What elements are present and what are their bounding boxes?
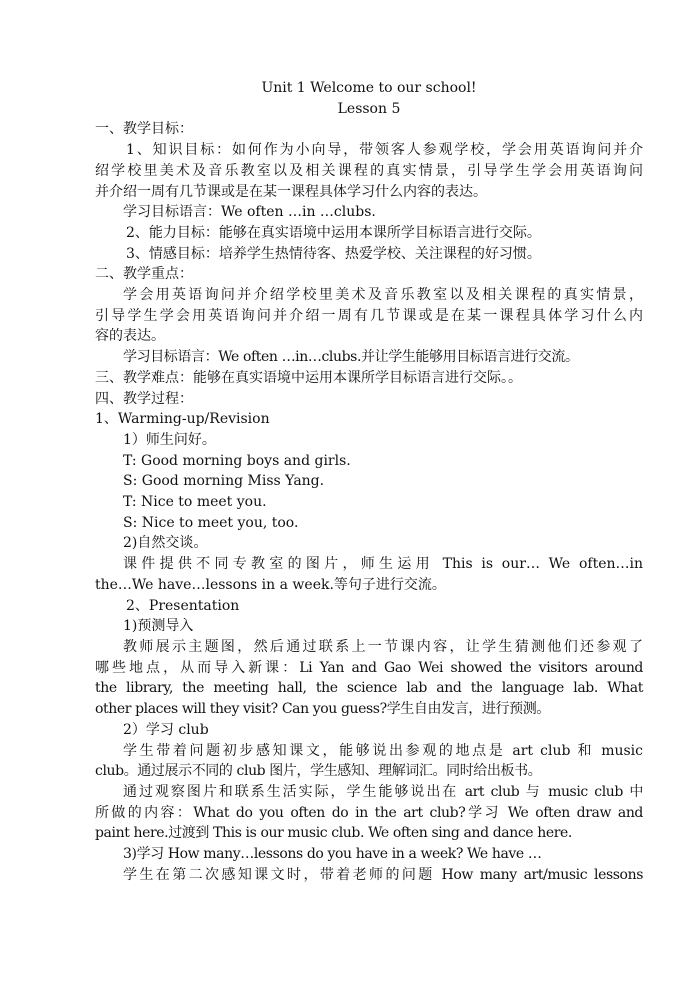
paragraph-line: 引导学生学会用英语询问并介绍一周有几节课或是在某一课程具体学习什么内 <box>95 307 643 324</box>
paragraph-line: 哪些地点，从而导入新课：Li Yan and Gao Wei showed the visitors around <box>95 659 643 676</box>
paragraph-line: 1、知识目标：如何作为小向导，带领客人参观学校，学会用英语询问并介 <box>126 142 643 159</box>
paragraph-line: 学会用英语询问并介绍学校里美术及音乐教室以及相关课程的真实情景， <box>123 287 643 304</box>
paragraph-line: 1)预测导入 <box>123 618 194 635</box>
paragraph-line: 3)学习 How many…lessons do you have in a week? We have … <box>123 846 542 863</box>
paragraph-line: 2)自然交谈。 <box>123 535 208 552</box>
document-subtitle: Lesson 5 <box>337 100 401 117</box>
paragraph-line: 学习目标语言：We often …in …clubs. <box>123 204 376 221</box>
document-title: Unit 1 Welcome to our school! <box>261 80 477 96</box>
paragraph-line: 通过观察图片和联系生活实际，学生能够说出在 art club 与 music club 中 <box>123 783 643 800</box>
dialogue-line: S: Nice to meet you, too. <box>123 514 299 531</box>
paragraph-line: 学生带着问题初步感知课文，能够说出参观的地点是 art club 和 music <box>123 742 643 759</box>
paragraph-line: 所做的内容：What do you often do in the art club?学习 We often draw and <box>95 804 643 821</box>
paragraph-line: 2）学习 club <box>123 721 209 738</box>
section-heading: 三、教学难点：能够在真实语境中运用本课所学目标语言进行交际。。 <box>95 369 522 386</box>
paragraph-line: other places will they visit? Can you guess?学生自由发言，进行预测。 <box>95 701 550 718</box>
dialogue-line: T: Good morning boys and girls. <box>123 452 351 469</box>
paragraph-line: 课件提供不同专教室的图片，师生运用 This is our… We often…in <box>123 556 643 573</box>
paragraph-line: 3、情感目标：培养学生热情待客、热爱学校、关注课程的好习惯。 <box>126 245 541 262</box>
dialogue-line: S: Good morning Miss Yang. <box>123 473 325 490</box>
paragraph-line: 并介绍一周有几节课或是在某一课程具体学习什么内容的表达。 <box>95 183 487 200</box>
dialogue-line: T: Nice to meet you. <box>123 494 267 511</box>
paragraph-line: 容的表达。 <box>95 328 165 345</box>
section-heading: 一、教学目标： <box>95 121 193 138</box>
paragraph-line: the…We have…lessons in a week.等句子进行交流。 <box>95 576 446 593</box>
section-heading: 二、教学重点： <box>95 266 193 283</box>
document-body <box>95 78 643 885</box>
paragraph-line: paint here.过渡到 This is our music club. We often sing and dance here. <box>95 825 572 842</box>
section-heading: 四、教学过程： <box>95 390 193 407</box>
paragraph-line: 1）师生问好。 <box>123 431 216 448</box>
paragraph-line: 绍学校里美术及音乐教室以及相关课程的真实情景，引导学生学会用英语询问 <box>95 162 643 179</box>
paragraph-line: 学习目标语言：We often …in…clubs.并让学生能够用目标语言进行交流。 <box>123 349 579 366</box>
paragraph-line: the library, the meeting hall, the science lab and the language lab. What <box>95 680 643 697</box>
subsection-heading: 2、Presentation <box>126 597 240 614</box>
paragraph-line: 教师展示主题图，然后通过联系上一节课内容，让学生猜测他们还参观了 <box>123 638 643 655</box>
paragraph-line: 1、Warming-up/Revision <box>95 411 270 428</box>
paragraph-line: 学生在第二次感知课文时，带着老师的问题 How many art/music lessons <box>123 866 643 883</box>
paragraph-line: club。通过展示不同的 club 图片，学生感知、理解词汇。同时给出板书。 <box>95 763 542 780</box>
paragraph-line: 2、能力目标：能够在真实语境中运用本课所学目标语言进行交际。 <box>126 224 541 241</box>
